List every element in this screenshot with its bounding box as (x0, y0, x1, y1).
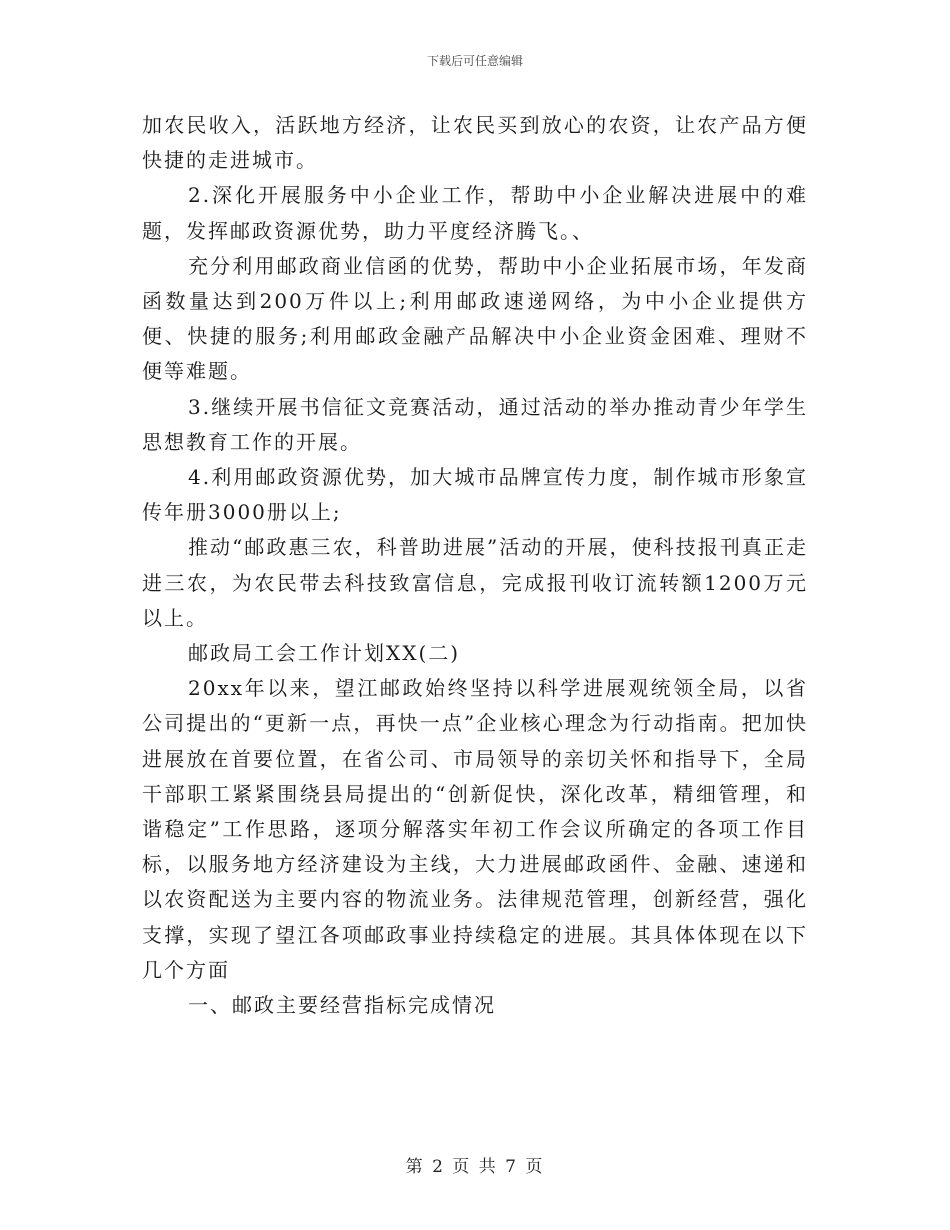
page-number-footer: 第 2 页 共 7 页 (405, 1157, 545, 1177)
paragraph-item-3: 3.继续开展书信征文竞赛活动，通过活动的举办推动青少年学生思想教育工作的开展。 (142, 394, 808, 454)
page-header-note: 下载后可任意编辑 (426, 54, 523, 68)
section-title: 邮政局工会工作计划XX(二) (188, 641, 461, 666)
paragraph-three-rural: 推动“邮政惠三农，科普助进展”活动的开展，使科技报刊真正走进三农，为农民带去科技致富信息，完成报刊收订流转额1200万元以上。 (142, 535, 808, 630)
paragraph-item-4: 4.利用邮政资源优势，加大城市品牌宣传力度，制作城市形象宣传年册3000册以上; (142, 465, 808, 525)
paragraph-business-letters: 充分利用邮政商业信函的优势，帮助中小企业拓展市场，年发商函数量达到200万件以上;利用邮政速递网络，为中小企业提供方便、快捷的服务;利用邮政金融产品解决中小企业资金困难、理财不便等难题。 (142, 253, 808, 384)
subsection-heading: 一、邮政主要经营指标完成情况 (188, 993, 496, 1018)
document-body (142, 108, 808, 1023)
paragraph-continuation: 加农民收入，活跃地方经济，让农民买到放心的农资，让农产品方便快捷的走进城市。 (142, 113, 808, 173)
paragraph-overview: 20xx年以来，望江邮政始终坚持以科学进展观统领全局，以省公司提出的“更新一点，再快一点”企业核心理念为行动指南。把加快进展放在首要位置，在省公司、市局领导的亲切关怀和指导下，全局干部职工紧紧围绕县局提出的“创新促快，深化改革，精细管理，和谐稳定”工作思路，逐项分解落实年初工作会议所确定的各项工作目标，以服务地方经济建设为主线，大力进展邮政函件、金融、速递和以农资配送为主要内容的物流业务。法律规范管理，创新经营，强化支撑，实现了望江各项邮政事业持续稳定的进展。其具体体现在以下几个方面 (142, 676, 808, 982)
paragraph-item-2: 2.深化开展服务中小企业工作，帮助中小企业解决进展中的难题，发挥邮政资源优势，助力平度经济腾飞。、 (142, 183, 808, 243)
